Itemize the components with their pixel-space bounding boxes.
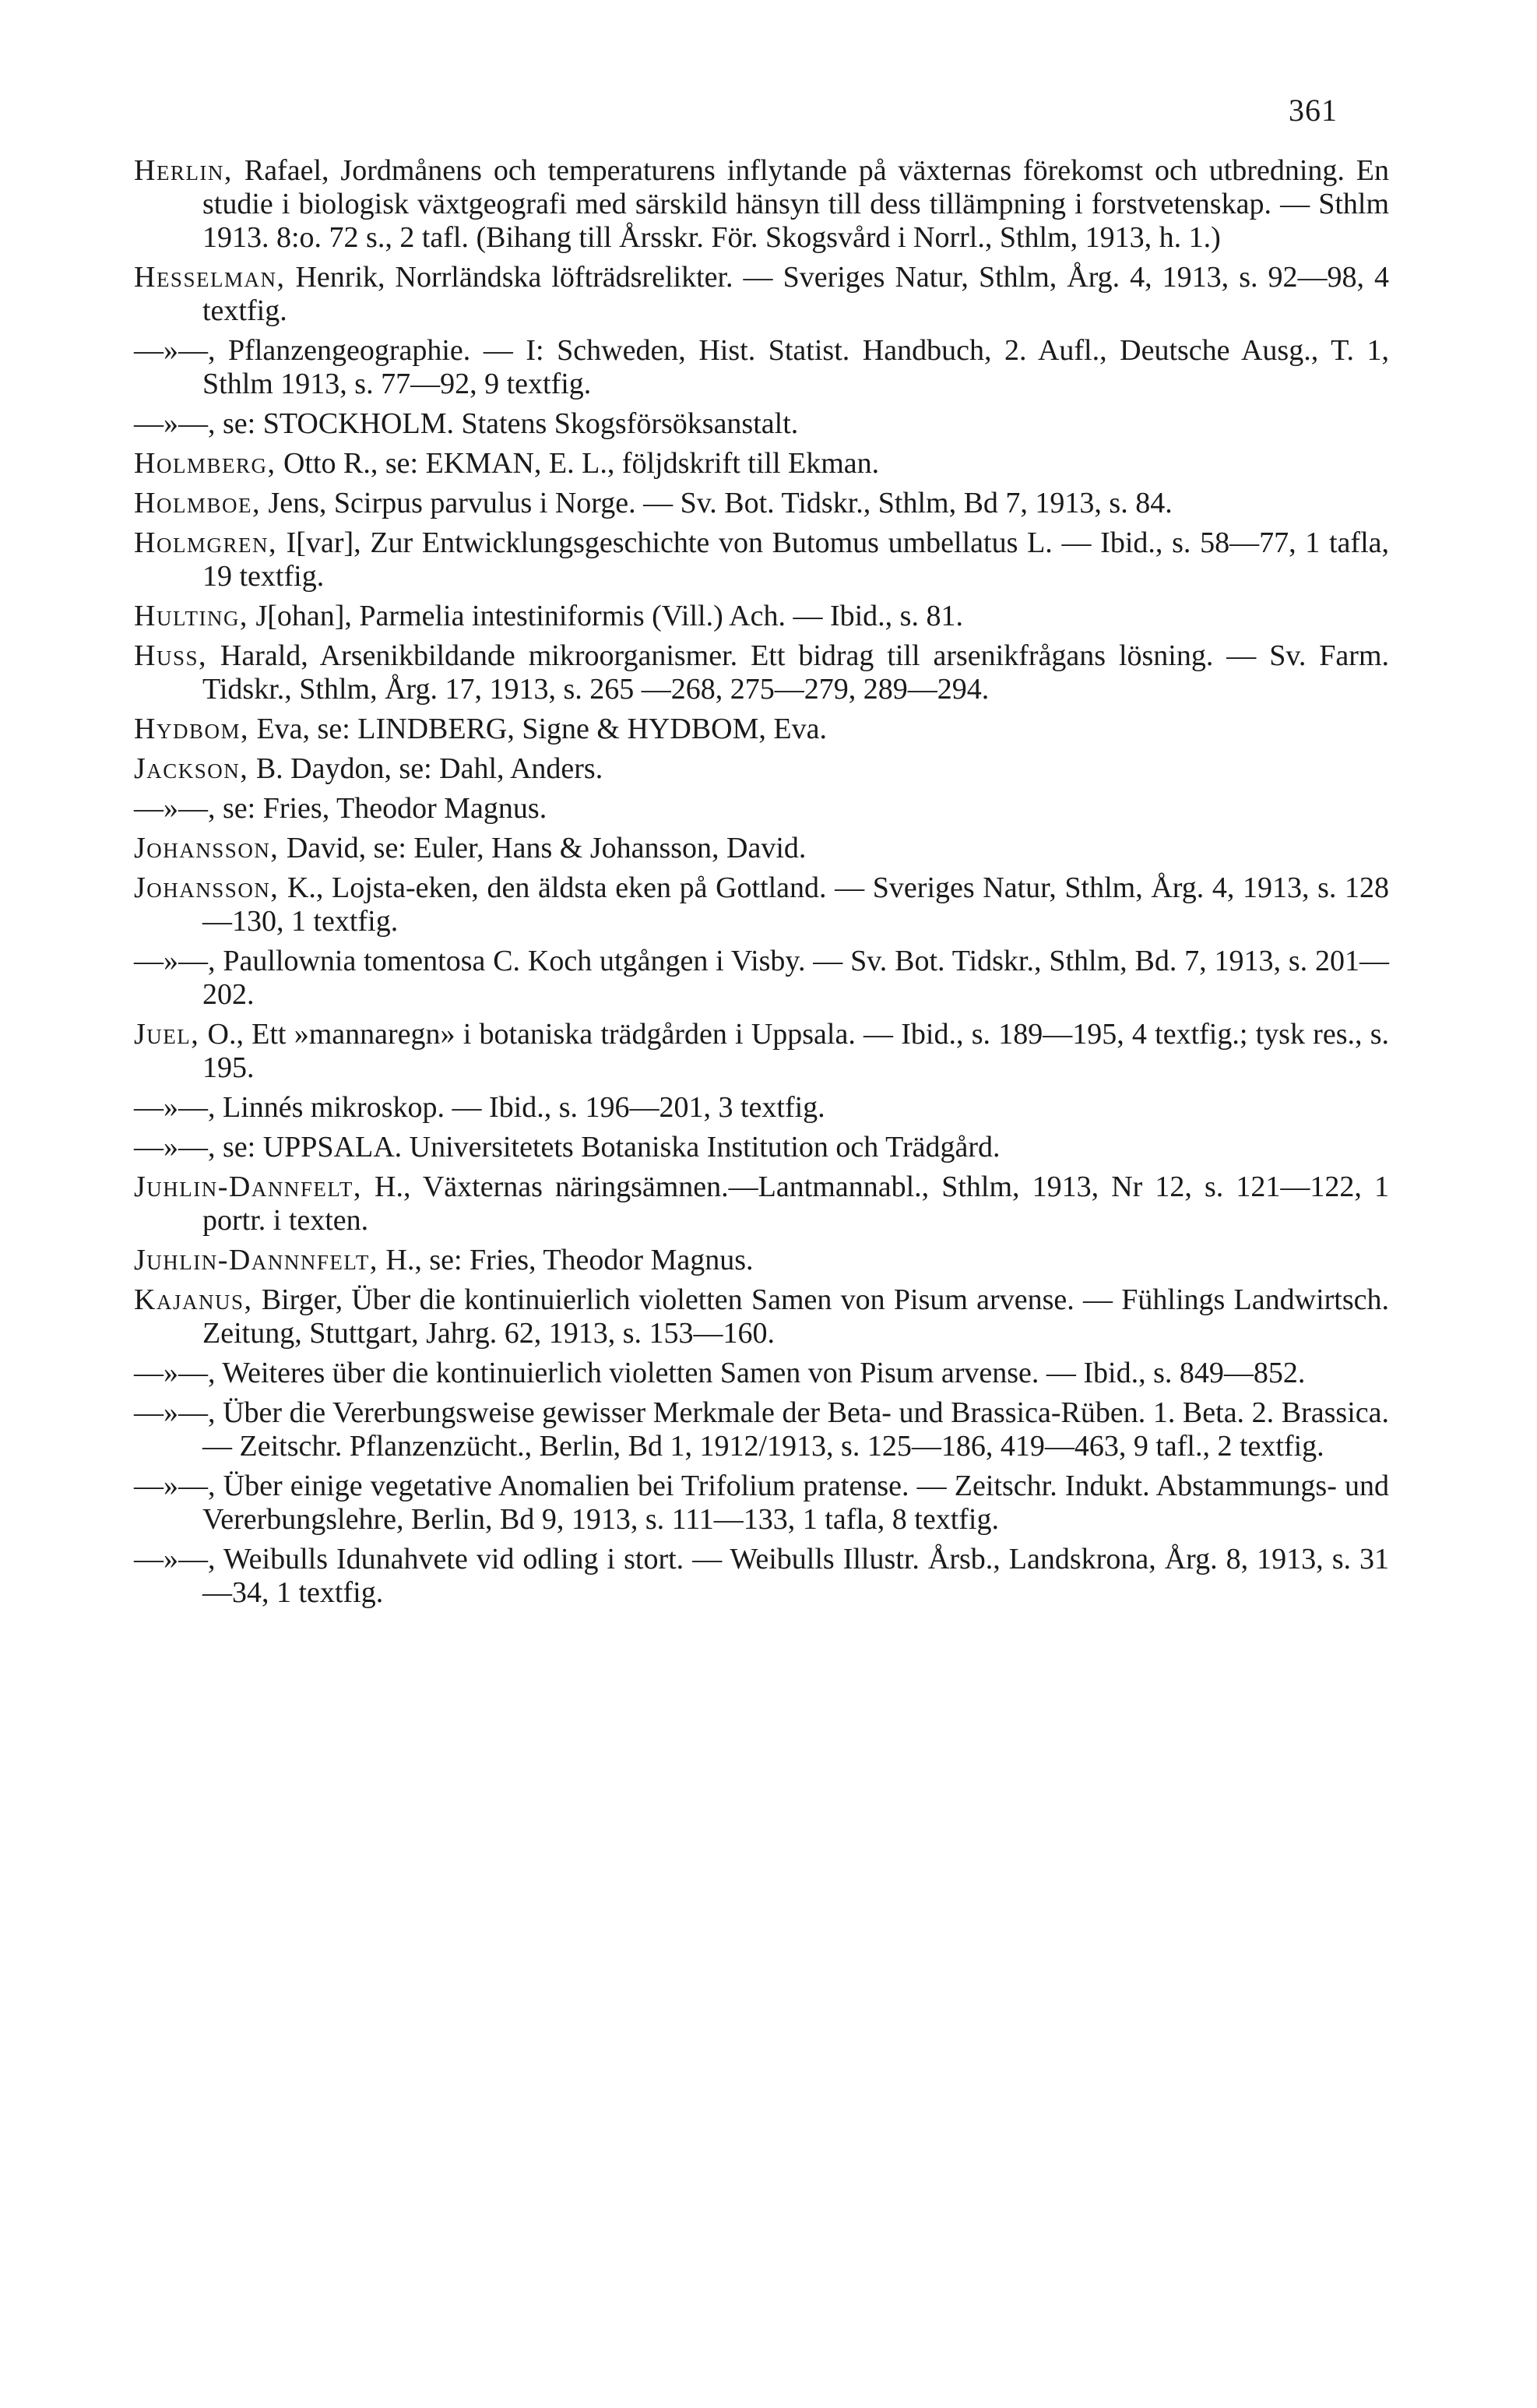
entry-text: —»—, Paullownia tomentosa C. Koch utgången i Visby. — Sv. Bot. Tidskr., Sthlm, Bd. 7, 1913, s. 201—202. [134, 945, 1389, 1011]
bibliography-entry [134, 1470, 1389, 1537]
bibliography-entry [134, 871, 1389, 938]
entry-author: Holmboe, [134, 487, 261, 519]
bibliography-entry [134, 1283, 1389, 1350]
bibliography-entry [134, 154, 1389, 255]
entry-author: Hesselman, [134, 261, 286, 294]
bibliography-list [134, 154, 1389, 1616]
entry-text: H., Växternas näringsämnen.—Lantmannabl., Sthlm, 1913, Nr 12, s. 121—122, 1 portr. i texten. [202, 1171, 1389, 1237]
entry-text: —»—, Weiteres über die kontinuierlich violetten Samen von Pisum arvense. — Ibid., s. 849—852. [134, 1357, 1306, 1389]
bibliography-entry [134, 1357, 1389, 1390]
entry-text: —»—, Über einige vegetative Anomalien bei Trifolium pratense. — Zeitschr. Indukt. Abstammungs- und Vererbungslehre, Berlin, Bd 9, 1913, s. 111—133, 1 tafla, 8 textfig. [134, 1470, 1389, 1536]
entry-text: Rafael, Jordmånens och temperaturens inflytande på växternas förekomst och utbredning. En studie i biologisk växtgeografi med särskild hänsyn till dess tillämpning i forstvetenskap. — Sthlm 1913. 8:o. 72 s., 2 tafl. (Bihang till Årsskr. För. Skogsvård i Norrl., Sthlm, 1913, h. 1.) [202, 154, 1389, 254]
entry-text: Henrik, Norrländska löfträdsrelikter. — Sveriges Natur, Sthlm, Årg. 4, 1913, s. 92—98, 4 textfig. [202, 261, 1390, 327]
entry-text: —»—, se: STOCKHOLM. Statens Skogsförsöksanstalt. [134, 407, 799, 440]
entry-text: Jens, Scirpus parvulus i Norge. — Sv. Bot. Tidskr., Sthlm, Bd 7, 1913, s. 84. [268, 487, 1173, 519]
entry-text: —»—, Linnés mikroskop. — Ibid., s. 196—201, 3 textfig. [134, 1091, 825, 1124]
entry-author: Holmgren, [134, 526, 277, 559]
bibliography-entry [134, 261, 1389, 328]
entry-author: Herlin, [134, 154, 233, 187]
page-number: 361 [1289, 93, 1338, 128]
entry-text: H., se: Fries, Theodor Magnus. [385, 1244, 754, 1276]
bibliography-entry [134, 1131, 1389, 1164]
bibliography-entry [134, 600, 1389, 633]
bibliography-entry [134, 792, 1389, 826]
bibliography-entry [134, 1543, 1389, 1610]
entry-text: Eva, se: LINDBERG, Signe & HYDBOM, Eva. [256, 713, 827, 745]
bibliography-entry [134, 1171, 1389, 1237]
entry-author: Jackson, [134, 752, 249, 785]
entry-text: Harald, Arsenikbildande mikroorganismer. Ett bidrag till arsenikfrågans lösning. — Sv. Farm. Tidskr., Sthlm, Årg. 17, 1913, s. 265 —268, 275—279, 289—294. [202, 639, 1390, 706]
bibliography-entry [134, 1091, 1389, 1125]
entry-author: Holmberg, [134, 447, 276, 480]
entry-text: I[var], Zur Entwicklungsgeschichte von Butomus umbellatus L. — Ibid., s. 58—77, 1 tafla, 19 textfig. [202, 526, 1389, 593]
bibliography-entry [134, 407, 1389, 441]
entry-author: Johansson, [134, 871, 280, 904]
entry-author: Hydbom, [134, 713, 249, 745]
bibliography-entry [134, 1244, 1389, 1277]
bibliography-entry [134, 639, 1389, 706]
bibliography-entry [134, 334, 1389, 401]
bibliography-entry [134, 832, 1389, 865]
entry-text: —»—, Pflanzengeographie. — I: Schweden, Hist. Statist. Handbuch, 2. Aufl., Deutsche Ausg., T. 1, Sthlm 1913, s. 77—92, 9 textfig. [134, 334, 1389, 400]
bibliography-entry [134, 526, 1389, 593]
entry-text: Birger, Über die kontinuierlich violetten Samen von Pisum arvense. — Fühlings Landwirtsch. Zeitung, Stuttgart, Jahrg. 62, 1913, s. 153—160. [202, 1283, 1389, 1350]
entry-text: J[ohan], Parmelia intestiniformis (Vill.) Ach. — Ibid., s. 81. [255, 600, 963, 632]
entry-author: Huss, [134, 639, 207, 672]
entry-author: Juhlin-Dannfelt, [134, 1171, 362, 1203]
entry-author: Juhlin-Dannnfelt, [134, 1244, 378, 1276]
entry-text: Otto R., se: EKMAN, E. L., följdskrift till Ekman. [283, 447, 880, 480]
entry-text: —»—, Weibulls Idunahvete vid odling i stort. — Weibulls Illustr. Årsb., Landskrona, Årg. 8, 1913, s. 31—34, 1 textfig. [134, 1543, 1389, 1609]
entry-text: —»—, se: UPPSALA. Universitetets Botaniska Institution och Trädgård. [134, 1131, 1001, 1164]
entry-author: Hulting, [134, 600, 248, 632]
bibliography-entry [134, 1018, 1389, 1085]
entry-text: —»—, se: Fries, Theodor Magnus. [134, 792, 547, 825]
bibliography-entry [134, 945, 1389, 1012]
entry-text: —»—, Über die Vererbungsweise gewisser Merkmale der Beta- und Brassica-Rüben. 1. Beta. 2. Brassica. — Zeitschr. Pflanzenzücht., Berlin, Bd 1, 1912/1913, s. 125—186, 419—463, 9 tafl., 2 textfig. [134, 1396, 1389, 1463]
entry-author: Johansson, [134, 832, 280, 864]
bibliography-entry [134, 447, 1389, 481]
entry-text: K., Lojsta-eken, den äldsta eken på Gottland. — Sveriges Natur, Sthlm, Årg. 4, 1913, s. 128—130, 1 textfig. [202, 871, 1390, 938]
entry-text: David, se: Euler, Hans & Johansson, David. [286, 832, 807, 864]
bibliography-entry [134, 487, 1389, 520]
entry-text: B. Daydon, se: Dahl, Anders. [255, 752, 603, 785]
entry-text: O., Ett »mannaregn» i botaniska trädgården i Uppsala. — Ibid., s. 189—195, 4 textfig.; tysk res., s. 195. [202, 1018, 1389, 1084]
bibliography-entry [134, 752, 1389, 786]
entry-author: Kajanus, [134, 1283, 253, 1316]
bibliography-entry [134, 713, 1389, 746]
entry-author: Juel, [134, 1018, 200, 1051]
bibliography-entry [134, 1396, 1389, 1463]
